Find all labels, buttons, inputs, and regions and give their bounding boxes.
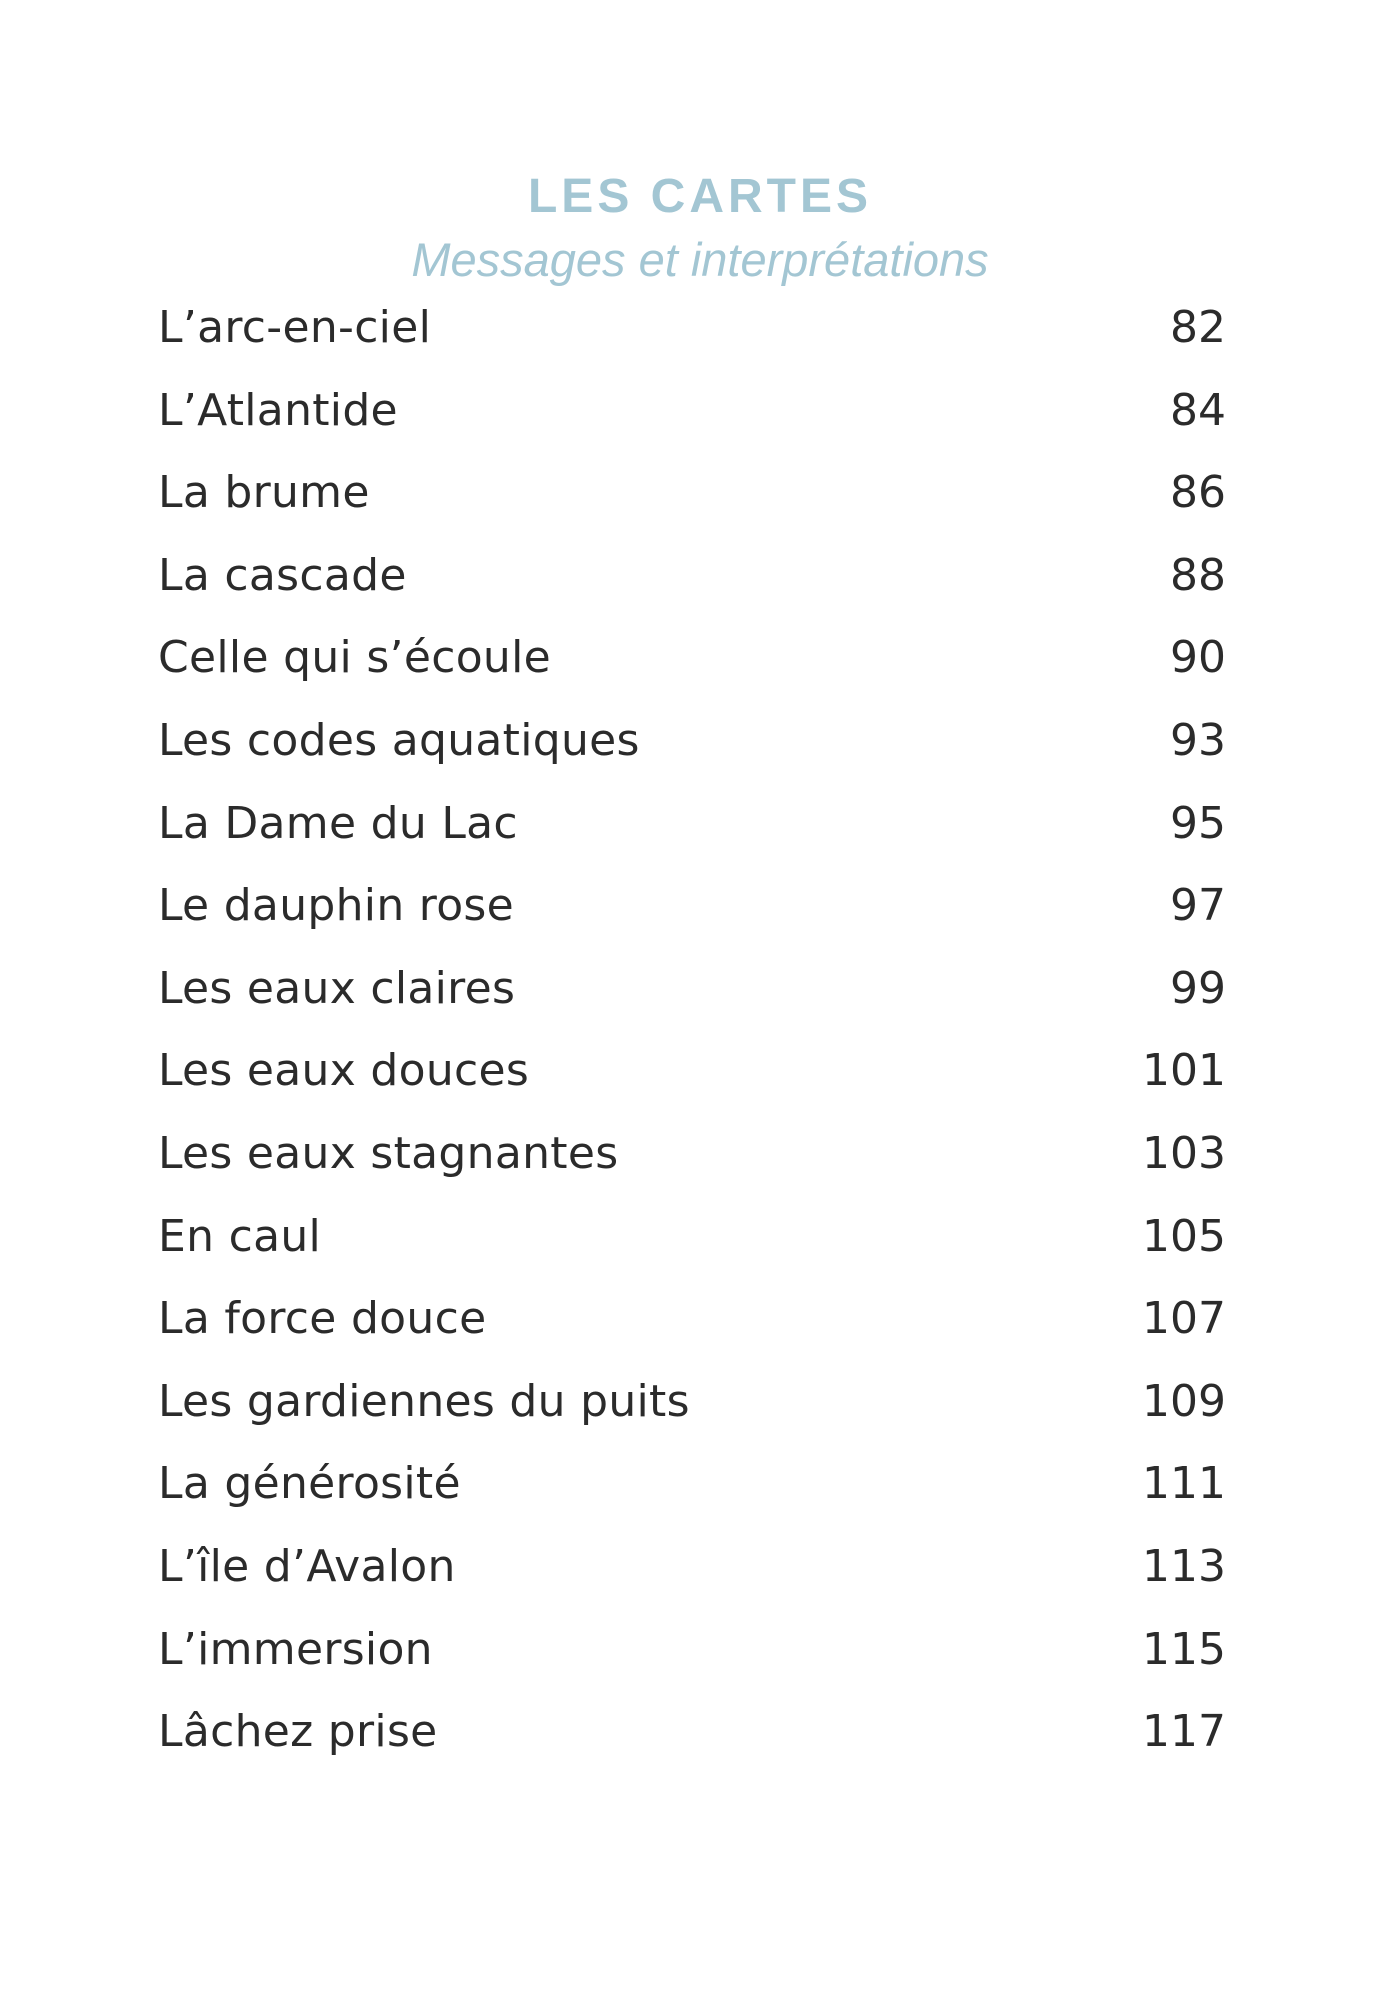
- toc-entry-page-number: 103: [1142, 1127, 1226, 1179]
- toc-entry: [158, 1376, 1226, 1459]
- toc-entry-title: Lâchez prise: [158, 1706, 438, 1758]
- toc-entry: [158, 963, 1226, 1046]
- toc-entry-page-number: 101: [1142, 1045, 1226, 1097]
- toc-entry: [158, 1706, 1226, 1789]
- toc-entry-page-number: 97: [1170, 880, 1226, 932]
- toc-entry-title: L’Atlantide: [158, 384, 398, 436]
- toc-entry-page-number: 84: [1170, 384, 1226, 436]
- toc-entry: [158, 880, 1226, 963]
- toc-entry-title: La générosité: [158, 1458, 461, 1510]
- toc-entry: [158, 550, 1226, 633]
- toc-entry: [158, 1045, 1226, 1128]
- toc-entry-title: Les codes aquatiques: [158, 714, 640, 766]
- toc-entry-page-number: 113: [1142, 1540, 1226, 1592]
- toc-entry-title: L’île d’Avalon: [158, 1540, 456, 1592]
- toc-entry-title: La force douce: [158, 1293, 487, 1345]
- toc-entry: [158, 302, 1226, 385]
- toc-entry-page-number: 90: [1170, 632, 1226, 684]
- toc-entry-title: Celle qui s’écoule: [158, 632, 551, 684]
- section-subtitle: Messages et interprétations: [411, 233, 989, 286]
- toc-entry: [158, 467, 1226, 550]
- toc-entry: [158, 385, 1226, 468]
- toc-entry-page-number: 107: [1142, 1293, 1226, 1345]
- toc-entry-title: En caul: [158, 1210, 322, 1262]
- toc-entry-page-number: 99: [1170, 962, 1226, 1014]
- toc-entry-title: L’immersion: [158, 1623, 433, 1675]
- toc-entry-page-number: 82: [1170, 302, 1226, 353]
- toc-entry-page-number: 115: [1142, 1623, 1226, 1675]
- toc-entry-page-number: 86: [1170, 467, 1226, 519]
- toc-entry-page-number: 95: [1170, 797, 1226, 849]
- toc-entry-title: Les gardiennes du puits: [158, 1375, 690, 1427]
- toc-entry-page-number: 93: [1170, 714, 1226, 766]
- toc-entry: [158, 1624, 1226, 1707]
- toc-entry: [158, 1458, 1226, 1541]
- toc-entry-page-number: 117: [1142, 1706, 1226, 1758]
- toc-entry: [158, 715, 1226, 798]
- section-header: [0, 168, 1400, 290]
- toc-entry-title: Les eaux claires: [158, 962, 516, 1014]
- toc-entry-page-number: 109: [1142, 1375, 1226, 1427]
- toc-entry-title: La brume: [158, 467, 370, 519]
- toc-entry: [158, 798, 1226, 881]
- toc-entry-title: L’arc-en-ciel: [158, 302, 432, 353]
- toc-entry-page-number: 111: [1142, 1458, 1226, 1510]
- toc-entry: [158, 1211, 1226, 1294]
- toc-entry-title: Les eaux douces: [158, 1045, 530, 1097]
- toc-entry: [158, 1128, 1226, 1211]
- toc-entry-title: La cascade: [158, 549, 407, 601]
- toc-entry-page-number: 88: [1170, 549, 1226, 601]
- section-title: LES CARTES: [527, 170, 873, 223]
- toc-entry: [158, 632, 1226, 715]
- toc-entry-title: Le dauphin rose: [158, 880, 515, 932]
- toc-entry-page-number: 105: [1142, 1210, 1226, 1262]
- toc-entry: [158, 1541, 1226, 1624]
- table-of-contents: [158, 302, 1226, 1789]
- toc-entry-title: La Dame du Lac: [158, 797, 518, 849]
- toc-entry: [158, 1293, 1226, 1376]
- toc-entry-title: Les eaux stagnantes: [158, 1127, 619, 1179]
